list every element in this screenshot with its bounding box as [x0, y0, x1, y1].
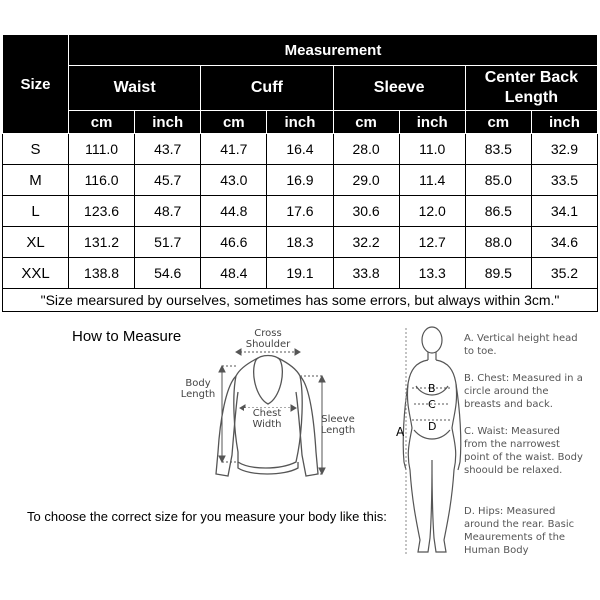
table-cell: 88.0: [465, 227, 531, 258]
measure-b-text: B. Chest: Measured in a circle around the breasts and back.: [464, 373, 583, 410]
table-cell: 86.5: [465, 196, 531, 227]
table-cell: 16.9: [267, 165, 333, 196]
table-cell: 51.7: [135, 227, 201, 258]
how-to-measure-title: How to Measure: [72, 328, 182, 345]
col-header-sleeve: Sleeve: [333, 66, 465, 111]
measure-c-text: C. Waist: Measured from the narrowest point of the waist. Body shoould be relaxed.: [464, 426, 583, 476]
unit-inch: inch: [531, 111, 597, 134]
table-cell: 12.0: [399, 196, 465, 227]
measurement-header: Measurement: [69, 35, 598, 66]
unit-cm: cm: [69, 111, 135, 134]
table-cell: 35.2: [531, 258, 597, 289]
measure-a-text: A. Vertical height head to toe.: [464, 333, 578, 357]
size-label: XXL: [3, 258, 69, 289]
table-cell: 12.7: [399, 227, 465, 258]
label-chest-width: Chest Width: [244, 408, 290, 430]
table-cell: 111.0: [69, 134, 135, 165]
table-cell: 33.5: [531, 165, 597, 196]
table-cell: 41.7: [201, 134, 267, 165]
table-cell: 34.6: [531, 227, 597, 258]
choose-size-text: To choose the correct size for you measure your body like this:: [27, 509, 387, 524]
table-cell: 16.4: [267, 134, 333, 165]
table-cell: 43.0: [201, 165, 267, 196]
measure-d-text: D. Hips: Measured around the rear. Basic Meaurements of the Human Body: [464, 506, 575, 556]
table-cell: 32.2: [333, 227, 399, 258]
size-note: "Size mearsured by ourselves, sometimes has some errors, but always within 3cm.": [3, 289, 598, 312]
size-label: L: [3, 196, 69, 227]
size-label: XL: [3, 227, 69, 258]
table-cell: 11.4: [399, 165, 465, 196]
body-letter-c: C: [428, 398, 436, 411]
body-letter-d: D: [428, 420, 437, 433]
table-cell: 11.0: [399, 134, 465, 165]
label-cross-shoulder: Cross Shoulder: [245, 328, 291, 350]
table-cell: 33.8: [333, 258, 399, 289]
table-cell: 18.3: [267, 227, 333, 258]
table-cell: 44.8: [201, 196, 267, 227]
table-cell: 45.7: [135, 165, 201, 196]
unit-cm: cm: [201, 111, 267, 134]
table-cell: 138.8: [69, 258, 135, 289]
table-cell: 131.2: [69, 227, 135, 258]
unit-inch: inch: [267, 111, 333, 134]
body-letter-b: B: [428, 382, 436, 395]
table-cell: 48.4: [201, 258, 267, 289]
table-cell: 48.7: [135, 196, 201, 227]
table-cell: 28.0: [333, 134, 399, 165]
col-header-waist: Waist: [69, 66, 201, 111]
label-body-length: Body Length: [180, 378, 216, 400]
col-header-cuff: Cuff: [201, 66, 333, 111]
table-cell: 34.1: [531, 196, 597, 227]
table-cell: 43.7: [135, 134, 201, 165]
table-cell: 123.6: [69, 196, 135, 227]
table-cell: 17.6: [267, 196, 333, 227]
size-header: Size: [3, 35, 69, 134]
unit-inch: inch: [135, 111, 201, 134]
table-cell: 89.5: [465, 258, 531, 289]
table-cell: 32.9: [531, 134, 597, 165]
size-label: M: [3, 165, 69, 196]
table-cell: 13.3: [399, 258, 465, 289]
col-header-center-back-length: Center Back Length: [465, 66, 597, 111]
size-label: S: [3, 134, 69, 165]
unit-cm: cm: [333, 111, 399, 134]
table-cell: 85.0: [465, 165, 531, 196]
table-cell: 30.6: [333, 196, 399, 227]
body-letter-a: A: [396, 425, 405, 439]
label-sleeve-length: Sleeve Length: [320, 414, 356, 436]
table-cell: 46.6: [201, 227, 267, 258]
table-cell: 83.5: [465, 134, 531, 165]
unit-inch: inch: [399, 111, 465, 134]
table-cell: 29.0: [333, 165, 399, 196]
table-cell: 19.1: [267, 258, 333, 289]
table-cell: 116.0: [69, 165, 135, 196]
table-cell: 54.6: [135, 258, 201, 289]
unit-cm: cm: [465, 111, 531, 134]
